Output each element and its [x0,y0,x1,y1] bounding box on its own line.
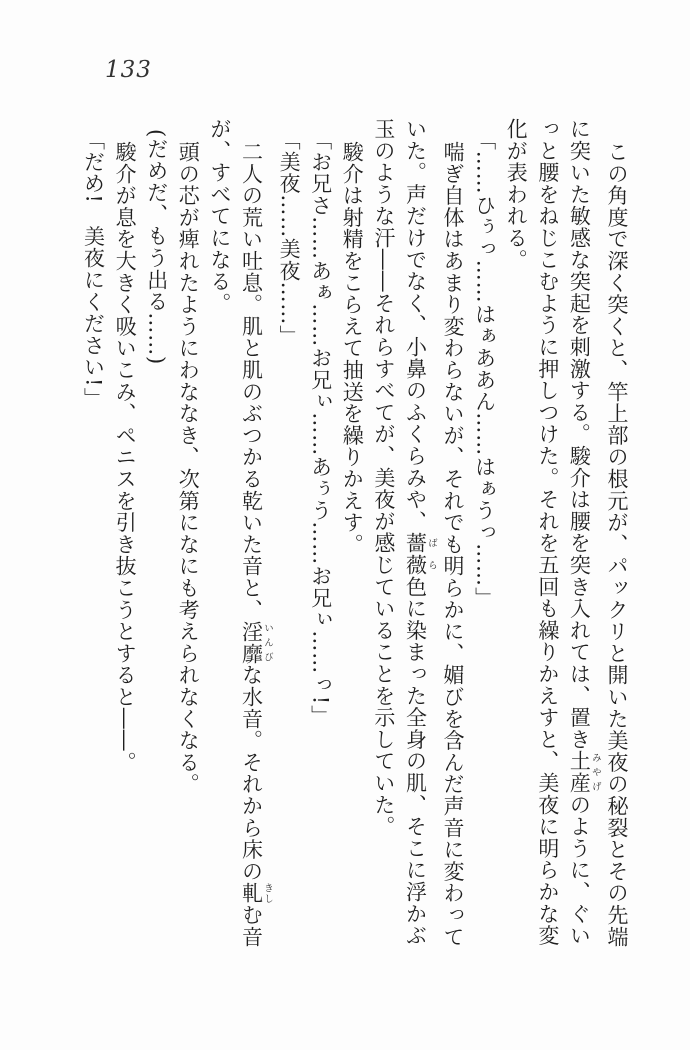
text-line: いた。声だけでなく、小鼻のふくらみや、薔薇ばら色に染まった全身の肌、そこに浮かぶ [403,118,437,947]
text-line: 駿介は射精をこらえて抽送を繰りかえす。 [340,141,365,556]
text-line: 二人の荒い吐息。肌と肌のぶつかる乾いた音と、淫靡いんびな水音。それから床の軋きしむ音 [239,141,273,948]
text-line: 化が表われる。 [504,118,529,271]
ruby-annotated-word: 土産みやげ [567,750,601,794]
page-number: 133 [105,57,152,83]
text-line: 駿介が息を大きく吸いこみ、ペニスを引き抜こうとすると――。 [113,141,138,774]
text-line: 玉のような汗――それらすべてが、美夜が感じていることを示していた。 [371,118,396,838]
text-line: (だめだ、もう出る……) [144,129,169,365]
text-line: 「だめ! 美夜にください!」 [81,129,106,410]
text-column-block [77,118,632,950]
text-line: に突いた敏感な突起を刺激する。駿介は腰を突き入れては、置き土産みやげのように、ぐい [567,118,601,947]
text-line: 「……ひぅっ……はぁああん……はぁうっ……」 [472,129,497,609]
text-line: が、すべてになる。 [207,118,232,315]
ruby-annotated-word: 淫靡いんび [239,620,273,665]
ruby-annotated-word: 薔薇ばら [403,532,437,576]
text-line: 喘ぎ自体はあまり変わらないが、それでも明らかに、媚びを含んだ声音に変わって [441,141,466,948]
text-line: 「美夜……美夜……」 [277,129,302,347]
text-line: 「お兄さ……あぁ……お兄ぃ……あぅう……お兄ぃ……っ!」 [308,129,333,727]
text-line: 頭の芯が痺れたようにわななき、次第になにも考えられなくなる。 [176,141,201,795]
ruby-annotated-word: 軋きし [239,882,273,905]
text-line: っと腰をねじこむように押しつけた。それを五回も繰りかえすと、美夜に明らかな変 [535,118,560,947]
text-line: この角度で深く突くと、竿上部の根元が、パックリと開いた美夜の秘裂とその先端 [605,141,629,948]
